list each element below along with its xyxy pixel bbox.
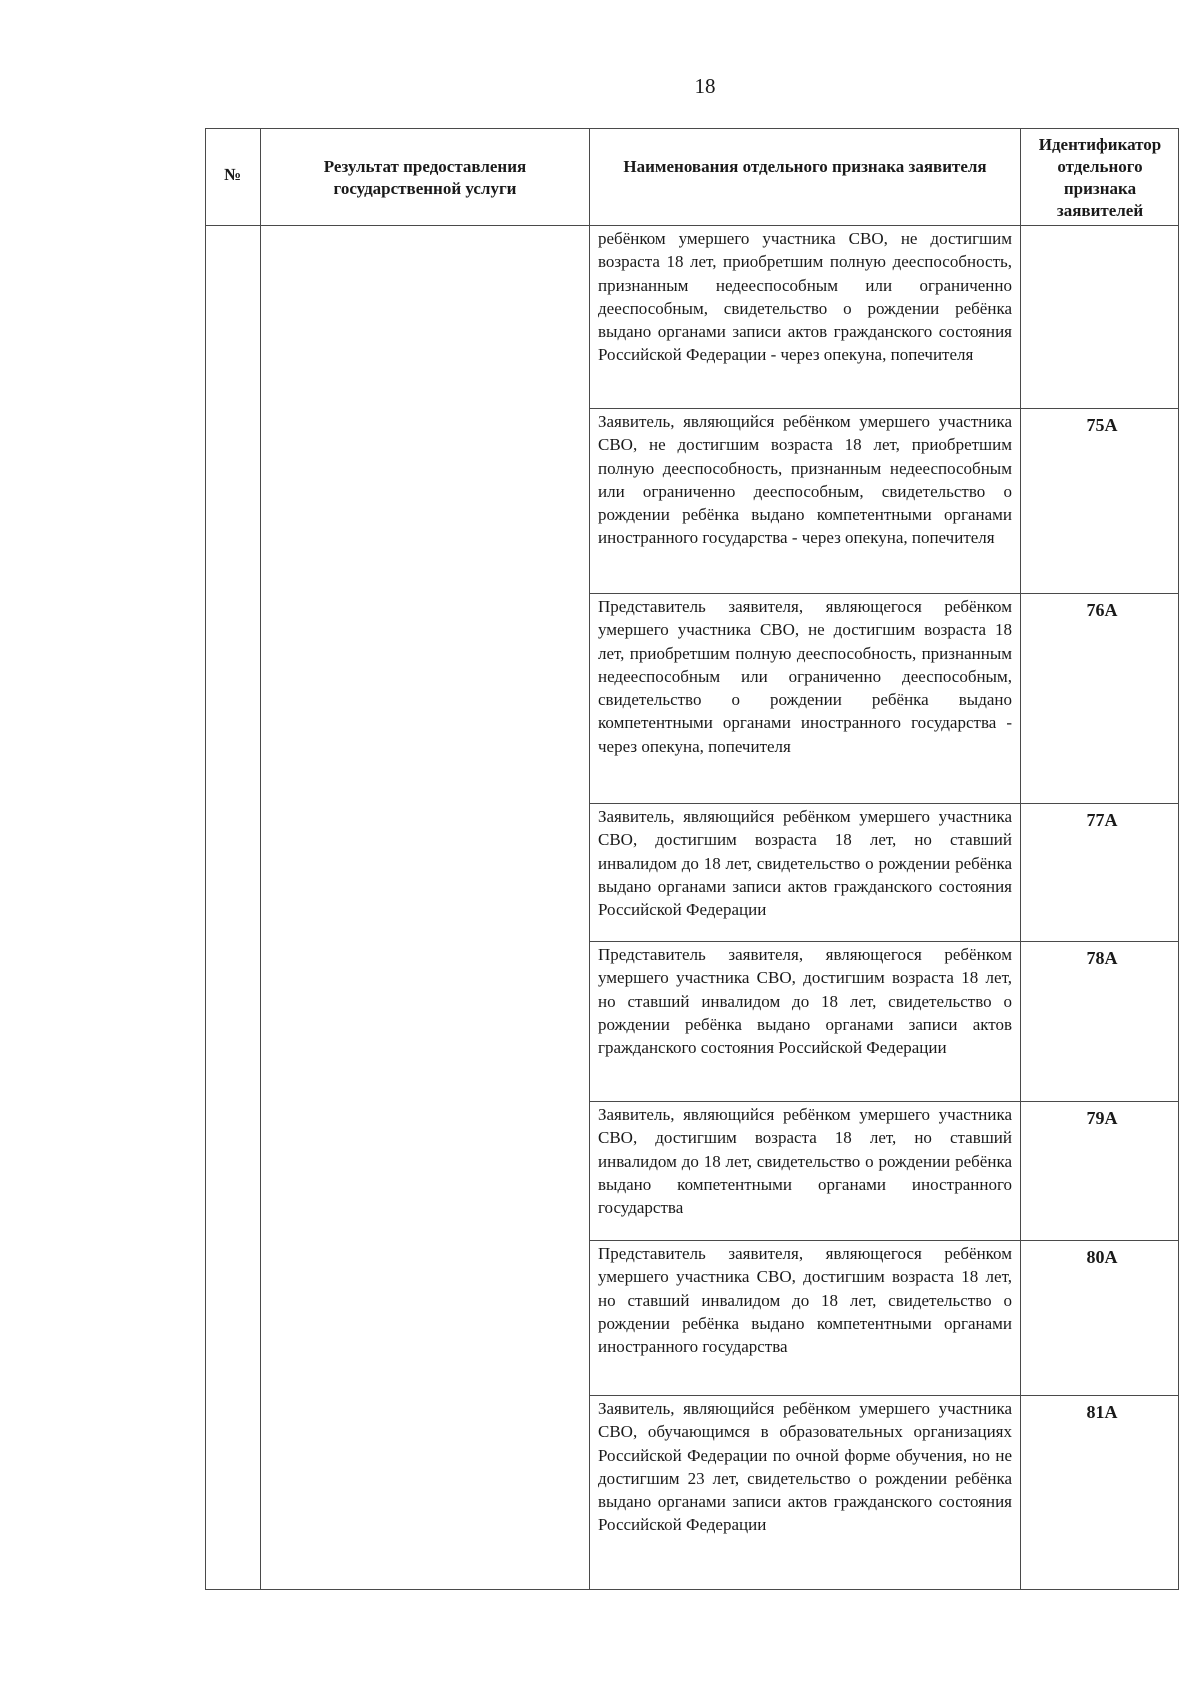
header-result: Результат предоставления государственной услуги: [323, 157, 527, 198]
row-divider: [589, 803, 1179, 804]
row-divider: [589, 941, 1179, 942]
column-divider-attribute: [1020, 128, 1021, 1590]
column-divider-num: [260, 128, 261, 1590]
row-attribute-text: Представитель заявителя, являющегося ребёнком умершего участника СВО, достигшим возраста 18 лет, но ставший инвалидом до 18 лет, свидетельство о рождении ребёнка выдано компетентными органами иностранного государства: [598, 1244, 1012, 1357]
table-left-border: [205, 128, 206, 1590]
row-identifier: 78А: [1086, 948, 1118, 968]
row-attribute-text: Представитель заявителя, являющегося ребёнком умершего участника СВО, достигшим возраста 18 лет, но ставший инвалидом до 18 лет, свидетельство о рождении ребёнка выдано органами записи актов гражданского состояния Российской Федерации: [598, 945, 1012, 1058]
row-attribute-text: Заявитель, являющийся ребёнком умершего участника СВО, не достигшим возраста 18 лет, приобретшим полную дееспособность, признанным недееспособным или ограниченно дееспособным, свидетельство о рождении ребёнка выдано компетентными органами иностранного государства - через опекуна, попечителя: [598, 412, 1012, 548]
header-identifier: Идентификатор отдельного признака заявителей: [1038, 135, 1162, 220]
row-identifier: 75А: [1086, 415, 1118, 435]
row-divider: [589, 1395, 1179, 1396]
row-identifier: 81А: [1086, 1402, 1118, 1422]
applicant-attributes-table: [205, 128, 1179, 1590]
row-identifier: 76А: [1086, 600, 1118, 620]
row-divider: [589, 1101, 1179, 1102]
row-divider: [589, 1240, 1179, 1241]
row-attribute-text: Представитель заявителя, являющегося ребёнком умершего участника СВО, не достигшим возраста 18 лет, приобретшим полную дееспособность, признанным недееспособным или ограниченно дееспособным, свидетельство о рождении ребёнка выдано компетентными органами иностранного государства - через опекуна, попечителя: [598, 597, 1012, 756]
row-attribute-text: ребёнком умершего участника СВО, не достигшим возраста 18 лет, приобретшим полную дееспособность, признанным недееспособным или ограниченно дееспособным, свидетельство о рождении ребёнка выдано органами записи актов гражданского состояния Российской Федерации - через опекуна, попечителя: [598, 229, 1012, 365]
table-top-border: [205, 128, 1179, 129]
row-identifier: 79А: [1086, 1108, 1118, 1128]
header-num: №: [223, 165, 242, 184]
row-identifier: 77А: [1086, 810, 1118, 830]
header-attribute: Наименования отдельного признака заявителя: [623, 157, 987, 176]
row-attribute-text: Заявитель, являющийся ребёнком умершего участника СВО, достигшим возраста 18 лет, но ставший инвалидом до 18 лет, свидетельство о рождении ребёнка выдано органами записи актов гражданского состояния Российской Федерации: [598, 807, 1012, 920]
column-divider-result: [589, 128, 590, 1590]
row-attribute-text: Заявитель, являющийся ребёнком умершего участника СВО, достигшим возраста 18 лет, но ставший инвалидом до 18 лет, свидетельство о рождении ребёнка выдано компетентными органами иностранного государства: [598, 1105, 1012, 1218]
header-bottom-border: [205, 225, 1179, 226]
row-divider: [589, 408, 1179, 409]
table-right-border: [1178, 128, 1179, 1590]
row-attribute-text: Заявитель, являющийся ребёнком умершего участника СВО, обучающимся в образовательных организациях Российской Федерации по очной форме обучения, но не достигшим 23 лет, свидетельство о рождении ребёнка выдано органами записи актов гражданского состояния Российской Федерации: [598, 1399, 1012, 1535]
table-bottom-border: [205, 1589, 1179, 1590]
page-number: 18: [694, 74, 716, 98]
row-identifier: 80А: [1086, 1247, 1118, 1267]
row-divider: [589, 593, 1179, 594]
